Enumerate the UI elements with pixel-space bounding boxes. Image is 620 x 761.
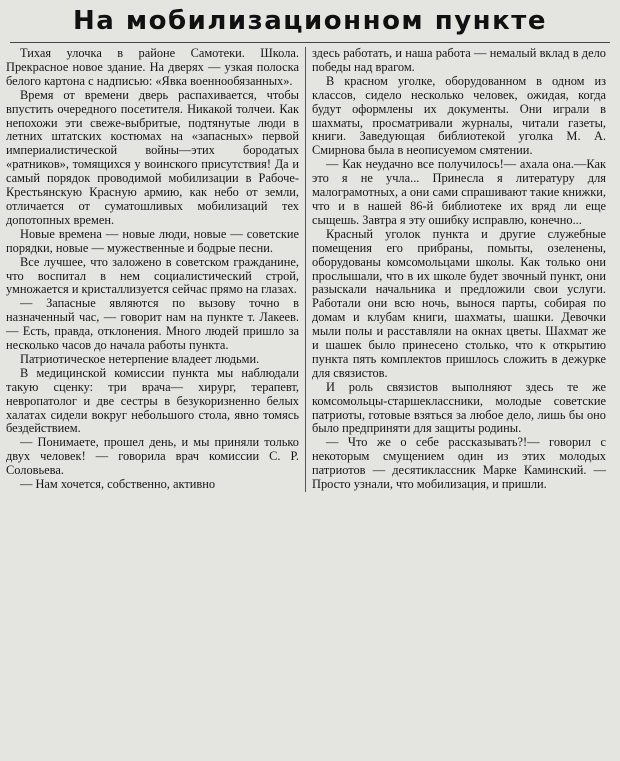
article-columns: [6, 47, 614, 492]
paragraph: В медицинской комиссии пункта мы наблюдали такую сценку: три врача— хирург, терапевт, невропатолог и две сестры в безукоризненно белых халатах сидели вокруг небольшого стола, явно томясь бездействием.: [6, 365, 299, 436]
paragraph: — Как неудачно все получилось!— ахала она.—Как это я не учла... Принесла я литературу для малограмотных, а они сами спрашивают такие книжки, что и в нашей 86-й библиотеке их вряд ли еще сыщешь. Завтра я эту ошибку исправлю, конечно...: [312, 157, 606, 227]
paragraph: Патриотическое нетерпение владеет людьми.: [20, 351, 260, 366]
paragraph-continuation: здесь работать, и наша работа — немалый вклад в дело победы над врагом.: [312, 46, 606, 74]
paragraph: — Понимаете, прошел день, и мы приняли только двух человек! — говорила врач комиссии С. Р. Соловьева.: [6, 435, 299, 478]
left-column: [6, 47, 306, 492]
paragraph: — Нам хочется, собственно, активно: [20, 477, 216, 492]
paragraph: В красном уголке, оборудованном в одном из классов, сидело несколько человек, ожидая, когда будут оформлены их документы. Они играли в шахматы, просматривали журналы, читали газеты, книги. Заведующая библиотекой уголка М. А. Смирнова была в неописуемом смятении.: [312, 73, 606, 158]
right-column: [306, 47, 606, 492]
paragraph: — Что же о себе рассказывать?!— говорил с некоторым смущением один из этих молодых патриотов — десятиклассник Марке Каминский. — Просто узнали, что мобилизация, и пришли.: [312, 435, 606, 492]
paragraph: И роль связистов выполняют здесь те же комсомольцы-старшеклассники, молодые советские патриоты, готовые взяться за любое дело, лишь бы оно было предприняти для защиты родины.: [312, 379, 606, 436]
paragraph: Все лучшее, что заложено в советском гражданине, что воспитал в нем социалистический строй, умножается и кристаллизуется сейчас прямо на глазах.: [6, 254, 299, 297]
paragraph: Время от времени дверь распахивается, чтобы впустить очередного посетителя. Никакой толчеи. Как непохожи эти свеже-выбритые, подтянутые люди в летних штатских костюмах на «запасных» первой империалистической войны—этих бородатых «ратников», томящихся у воинского присутствия! Да и самый порядок проводимой мобилизации в Рабоче-Крестьянскую Красную армию, как небо от земли, отличается от суматошливых мобилизаций тех допотопных времен.: [6, 87, 299, 227]
title-rule: [10, 42, 610, 43]
article-title: На мобилизационном пункте: [73, 6, 547, 36]
paragraph: Новые времена — новые люди, новые — советские порядки, новые — мужественные и бодрые песни.: [6, 226, 299, 255]
paragraph: — Запасные являются по вызову точно в назначенный час, — говорит нам на пункте т. Лакеев. — Есть, правда, отклонения. Много людей пришло за несколько часов до начала работы пункта.: [6, 296, 299, 353]
paragraph: Тихая улочка в районе Самотеки. Школа. Прекрасное новое здание. На дверях — узкая полоска белого картона с надписью: «Явка военнообязанных».: [6, 46, 299, 88]
paragraph: Красный уголок пункта и другие служебные помещения его прибраны, помыты, озеленены, оборудованы комсомольцами школы. Как только они прослышали, что в их школе будет звочный пункт, они разыскали начальника и предложили свои услуги. Работали они всю ночь, вынося парты, собирая по домам и клубам книги, шахматы, шашки. Девочки мыли полы и расставляли на окнах цветы. Шахмат же и шашек было принесено столько, что к открытию пункта пять комплектов пришлось сложить в дежурке для связистов.: [312, 226, 606, 380]
